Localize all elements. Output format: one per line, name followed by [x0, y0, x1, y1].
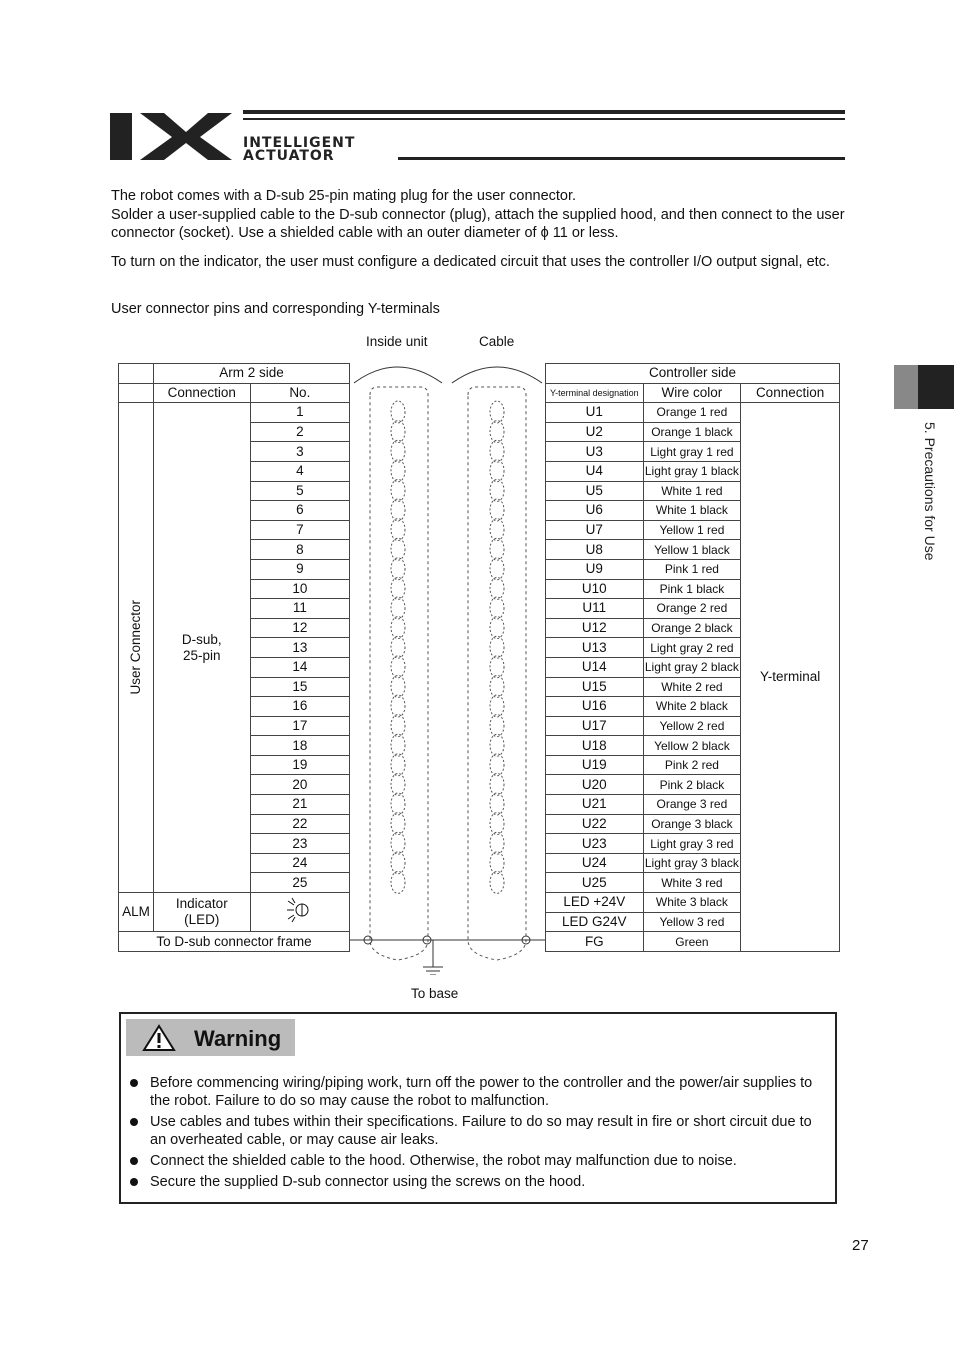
- y-terminal-designation: U9: [546, 559, 644, 579]
- wire-color: Light gray 2 black: [643, 657, 741, 677]
- warning-item: [128, 1173, 818, 1191]
- wire-pair-oval-inside: [391, 401, 405, 423]
- y-terminal-designation: U18: [546, 736, 644, 756]
- wire-pair-oval-cable: [490, 538, 504, 560]
- pin-number: 4: [250, 461, 349, 481]
- y-terminal-designation: U5: [546, 481, 644, 501]
- wire-pair-oval-inside: [391, 656, 405, 678]
- cable-label: Cable: [479, 334, 515, 349]
- no-header: No.: [250, 383, 349, 403]
- y-terminal-designation: U10: [546, 579, 644, 599]
- wire-pair-oval-inside: [391, 773, 405, 795]
- logo-rule-bottom: [398, 157, 845, 160]
- dsub-label: D-sub, 25-pin: [153, 403, 250, 893]
- wire-color: Yellow 1 red: [643, 520, 741, 540]
- pin-number: 6: [250, 501, 349, 521]
- to-base-label: To base: [411, 986, 459, 1001]
- controller-side-header: Controller side: [546, 364, 840, 384]
- wire-color: White 3 black: [643, 893, 741, 913]
- wire-pair-oval-cable: [490, 734, 504, 756]
- intro-line-1: The robot comes with a D-sub 25-pin mating plug for the user connector.: [111, 188, 577, 204]
- wire-pair-oval-cable: [490, 636, 504, 658]
- logo-text-line2: ACTUATOR: [243, 148, 335, 164]
- wire-pair-oval-cable: [490, 479, 504, 501]
- warning-triangle-icon: [142, 1024, 176, 1052]
- wire-color: Orange 1 red: [643, 403, 741, 423]
- alm-label: ALM: [119, 893, 154, 932]
- wire-pair-oval-inside: [391, 675, 405, 697]
- controller-connection-table: [545, 363, 840, 952]
- ix-logo-mark: [110, 110, 232, 162]
- wire-pair-oval-inside: [391, 813, 405, 835]
- connection-header: Connection: [741, 383, 840, 403]
- pin-number: 25: [250, 873, 349, 893]
- wire-color: Yellow 2 red: [643, 716, 741, 736]
- wire-color: Yellow 2 black: [643, 736, 741, 756]
- wire-color: Orange 2 red: [643, 599, 741, 619]
- wire-color: Pink 2 black: [643, 775, 741, 795]
- wire-pair-oval-cable: [490, 871, 504, 893]
- bullet-icon: [130, 1118, 138, 1126]
- warning-item-text: Use cables and tubes within their specifications. Failure to do so may result in fire or short circuit due to an overheated cable, or may cause air leaks.: [150, 1114, 812, 1148]
- wire-pair-oval-cable: [490, 813, 504, 835]
- y-terminal-connection: Y-terminal: [741, 403, 840, 952]
- cable-shield: [468, 387, 526, 960]
- pin-number: 19: [250, 755, 349, 775]
- bullet-icon: [130, 1178, 138, 1186]
- shield-arc-inside: [354, 367, 442, 383]
- pin-number: 17: [250, 716, 349, 736]
- y-terminal-designation: U3: [546, 442, 644, 462]
- wire-pair-oval-inside: [391, 832, 405, 854]
- wire-color: Orange 2 black: [643, 618, 741, 638]
- wire-color: Light gray 1 black: [643, 461, 741, 481]
- wire-color: Yellow 1 black: [643, 540, 741, 560]
- wire-pair-oval-inside: [391, 852, 405, 874]
- wire-pair-oval-inside: [391, 597, 405, 619]
- wire-pair-oval-cable: [490, 499, 504, 521]
- wire-color: Green: [643, 932, 741, 952]
- pin-number: 24: [250, 853, 349, 873]
- frame-label: To D-sub connector frame: [119, 932, 350, 952]
- y-terminal-designation: U24: [546, 853, 644, 873]
- wire-pair-oval-cable: [490, 558, 504, 580]
- y-terminal-designation: U11: [546, 599, 644, 619]
- y-terminal-designation: U14: [546, 657, 644, 677]
- pin-number: 20: [250, 775, 349, 795]
- bullet-icon: [130, 1079, 138, 1087]
- wire-color: Pink 1 black: [643, 579, 741, 599]
- side-tab-gray: [894, 365, 918, 409]
- pin-number: 23: [250, 834, 349, 854]
- led-icon: [285, 897, 315, 923]
- wire-pair-oval-inside: [391, 460, 405, 482]
- logo-text-line1: INTELLIGENT: [243, 135, 356, 151]
- wire-pair-oval-cable: [490, 460, 504, 482]
- wire-pair-oval-inside: [391, 499, 405, 521]
- wire-pair-oval-cable: [490, 656, 504, 678]
- intro-paragraph-2: To turn on the indicator, the user must configure a dedicated circuit that uses the controller I/O output signal, etc.: [111, 254, 830, 270]
- wire-color: Pink 1 red: [643, 559, 741, 579]
- intro-line-2: Solder a user-supplied cable to the D-sub connector (plug), attach the supplied hood, and then connect to the user connector (socket). Use a shielded cable with an outer diameter of ϕ 11 or less.: [111, 206, 845, 241]
- y-terminal-designation: U17: [546, 716, 644, 736]
- wire-pair-oval-inside: [391, 558, 405, 580]
- wire-color-header: Wire color: [643, 383, 741, 403]
- wire-pair-oval-cable: [490, 675, 504, 697]
- warning-item-text: Secure the supplied D-sub connector using the screws on the hood.: [150, 1174, 586, 1190]
- wire-color: White 1 black: [643, 501, 741, 521]
- wire-pair-oval-inside: [391, 577, 405, 599]
- wire-pair-oval-inside: [391, 871, 405, 893]
- wire-color: Light gray 1 red: [643, 442, 741, 462]
- wire-pair-oval-cable: [490, 597, 504, 619]
- logo-rule-mid: [243, 118, 845, 120]
- pin-number: 13: [250, 638, 349, 658]
- warning-list: [128, 1074, 818, 1194]
- blank-cell: [119, 383, 154, 403]
- wire-pair-oval-inside: [391, 754, 405, 776]
- warning-item: [128, 1074, 818, 1110]
- wire-pair-oval-inside: [391, 715, 405, 737]
- warning-item: [128, 1113, 818, 1149]
- wire-color: Light gray 3 red: [643, 834, 741, 854]
- wire-pair-oval-cable: [490, 421, 504, 443]
- blank-cell: [119, 364, 154, 384]
- wire-pair-oval-cable: [490, 793, 504, 815]
- wire-pair-oval-inside: [391, 734, 405, 756]
- wire-color: Light gray 3 black: [643, 853, 741, 873]
- y-designation-header: Y-terminal designation: [546, 383, 644, 403]
- wire-color: Orange 1 black: [643, 422, 741, 442]
- arm2-connection-table: [118, 363, 350, 952]
- wire-pair-oval-inside: [391, 636, 405, 658]
- pin-number: 9: [250, 559, 349, 579]
- inside-unit-label: Inside unit: [366, 334, 428, 349]
- pin-number: 22: [250, 814, 349, 834]
- wire-pair-oval-inside: [391, 793, 405, 815]
- wire-color: White 3 red: [643, 873, 741, 893]
- arm2-side-header: Arm 2 side: [153, 364, 349, 384]
- pin-number: 16: [250, 697, 349, 717]
- wire-pair-oval-inside: [391, 538, 405, 560]
- y-terminal-designation: U6: [546, 501, 644, 521]
- y-terminal-designation: U8: [546, 540, 644, 560]
- pin-number: 10: [250, 579, 349, 599]
- pin-number: 2: [250, 422, 349, 442]
- pin-number: 8: [250, 540, 349, 560]
- y-terminal-designation: U15: [546, 677, 644, 697]
- wire-pair-oval-inside: [391, 519, 405, 541]
- indicator-label: Indicator (LED): [153, 893, 250, 932]
- wire-pair-oval-cable: [490, 773, 504, 795]
- wire-color: Orange 3 black: [643, 814, 741, 834]
- pin-number: 1: [250, 403, 349, 423]
- user-connector-text: User Connector: [127, 600, 143, 695]
- wire-pair-oval-cable: [490, 852, 504, 874]
- y-terminal-designation: U22: [546, 814, 644, 834]
- intro-paragraph-1: [111, 187, 856, 243]
- wire-pair-oval-cable: [490, 440, 504, 462]
- warning-item: [128, 1152, 818, 1170]
- page-number: 27: [852, 1237, 869, 1254]
- wire-pair-oval-inside: [391, 617, 405, 639]
- wire-color: White 1 red: [643, 481, 741, 501]
- wire-pair-oval-cable: [490, 832, 504, 854]
- chapter-label: 5. Precautions for Use: [922, 422, 938, 561]
- logo-rule-top: [243, 110, 845, 114]
- wire-pair-oval-inside: [391, 421, 405, 443]
- pin-number: 3: [250, 442, 349, 462]
- pin-number: 12: [250, 618, 349, 638]
- y-terminal-designation: U25: [546, 873, 644, 893]
- wire-pair-oval-inside: [391, 440, 405, 462]
- y-terminal-designation: U4: [546, 461, 644, 481]
- wire-pair-oval-cable: [490, 577, 504, 599]
- user-connector-label: [119, 403, 154, 893]
- pin-number: 11: [250, 599, 349, 619]
- y-terminal-designation: U7: [546, 520, 644, 540]
- wire-color: Light gray 2 red: [643, 638, 741, 658]
- wire-pair-oval-cable: [490, 715, 504, 737]
- y-terminal-designation: U19: [546, 755, 644, 775]
- wiring-diagram: [350, 355, 545, 975]
- side-tab-dark: [918, 365, 954, 409]
- y-terminal-designation: U16: [546, 697, 644, 717]
- y-terminal-designation: U2: [546, 422, 644, 442]
- y-terminal-designation: U23: [546, 834, 644, 854]
- warning-item-text: Before commencing wiring/piping work, turn off the power to the controller and the power/air supplies to the robot. Failure to do so may cause the robot to malfunction.: [150, 1075, 813, 1109]
- y-terminal-designation: U12: [546, 618, 644, 638]
- pin-number: 18: [250, 736, 349, 756]
- wire-pair-oval-inside: [391, 479, 405, 501]
- wire-pair-oval-cable: [490, 519, 504, 541]
- wire-pair-oval-inside: [391, 695, 405, 717]
- pin-number: 21: [250, 795, 349, 815]
- pin-number: 7: [250, 520, 349, 540]
- wire-pair-oval-cable: [490, 617, 504, 639]
- wire-color: Yellow 3 red: [643, 912, 741, 932]
- intro-paragraph-3: User connector pins and corresponding Y-terminals: [111, 301, 440, 317]
- wire-pair-oval-cable: [490, 401, 504, 423]
- bullet-icon: [130, 1157, 138, 1165]
- wire-color: White 2 red: [643, 677, 741, 697]
- wire-pair-oval-cable: [490, 695, 504, 717]
- wire-color: White 2 black: [643, 697, 741, 717]
- y-terminal-designation: U13: [546, 638, 644, 658]
- y-terminal-designation: LED G24V: [546, 912, 644, 932]
- shield-arc-cable: [452, 367, 542, 383]
- warning-title: Warning: [194, 1026, 282, 1051]
- y-terminal-designation: U1: [546, 403, 644, 423]
- wire-color: Pink 2 red: [643, 755, 741, 775]
- wire-pair-oval-cable: [490, 754, 504, 776]
- pin-number: 14: [250, 657, 349, 677]
- y-terminal-designation: U21: [546, 795, 644, 815]
- pin-number: 15: [250, 677, 349, 697]
- warning-item-text: Connect the shielded cable to the hood. Otherwise, the robot may malfunction due to noise.: [150, 1153, 737, 1169]
- y-terminal-designation: LED +24V: [546, 893, 644, 913]
- wire-color: Orange 3 red: [643, 795, 741, 815]
- led-cell: [250, 893, 349, 932]
- pin-number: 5: [250, 481, 349, 501]
- y-terminal-designation: U20: [546, 775, 644, 795]
- y-terminal-designation: FG: [546, 932, 644, 952]
- connection-header: Connection: [153, 383, 250, 403]
